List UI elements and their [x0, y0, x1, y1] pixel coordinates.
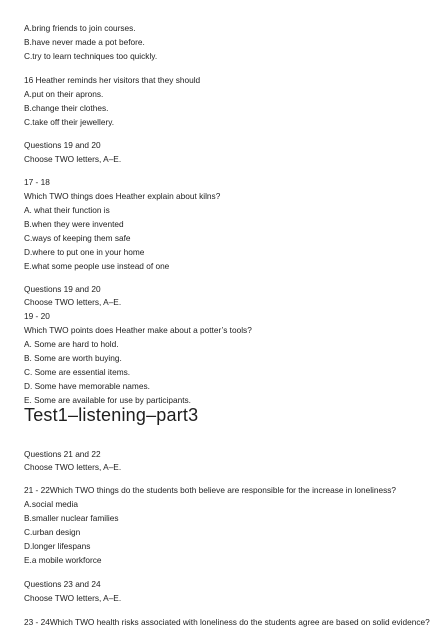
option-line: C.take off their jewellery. [24, 117, 115, 127]
option-line: C.try to learn techniques too quickly. [24, 51, 158, 61]
question-line: 21 - 22Which TWO things do the students both believe are responsible for the increase in loneliness? [24, 485, 397, 495]
option-line: B.have never made a pot before. [24, 37, 145, 47]
section-line: Questions 19 and 20 [24, 140, 101, 150]
instruction-line: Choose TWO letters, A–E. [24, 462, 122, 472]
instruction-line: Choose TWO letters, A–E. [24, 154, 122, 164]
instruction-line: Choose TWO letters, A–E. [24, 297, 122, 307]
option-line: B.smaller nuclear families [24, 513, 119, 523]
section-line: Questions 21 and 22 [24, 449, 101, 459]
option-line: C. Some are essential items. [24, 367, 131, 377]
question-number: 17 - 18 [24, 177, 50, 187]
option-line: B. Some are worth buying. [24, 353, 122, 363]
option-line: A.bring friends to join courses. [24, 23, 136, 33]
section-line: Questions 19 and 20 [24, 284, 101, 294]
option-line: B.when they were invented [24, 219, 124, 229]
option-line: D. Some have memorable names. [24, 381, 150, 391]
question-line: Which TWO points does Heather make about a potter’s tools? [24, 325, 252, 335]
option-line: A.put on their aprons. [24, 89, 104, 99]
option-line: E.what some people use instead of one [24, 261, 170, 271]
section-line: Questions 23 and 24 [24, 579, 101, 589]
option-line: C.ways of keeping them safe [24, 233, 131, 243]
option-line: B.change their clothes. [24, 103, 109, 113]
question-number: 19 - 20 [24, 311, 50, 321]
question-line: Which TWO things does Heather explain about kilns? [24, 191, 221, 201]
question-line: 23 - 24Which TWO health risks associated with loneliness do the students agree are based on solid evidence? [24, 617, 430, 627]
option-line: E.a mobile workforce [24, 555, 102, 565]
section-heading: Test1–listening–part3 [24, 405, 199, 425]
option-line: D.where to put one in your home [24, 247, 145, 257]
option-line: D.longer lifespans [24, 541, 91, 551]
instruction-line: Choose TWO letters, A–E. [24, 593, 122, 603]
option-line: A. what their function is [24, 205, 110, 215]
option-line: A. Some are hard to hold. [24, 339, 119, 349]
option-line: A.social media [24, 499, 78, 509]
option-line: C.urban design [24, 527, 81, 537]
option-line: E. Some are available for use by participants. [24, 395, 191, 405]
question-line: 16 Heather reminds her visitors that they should [24, 75, 201, 85]
